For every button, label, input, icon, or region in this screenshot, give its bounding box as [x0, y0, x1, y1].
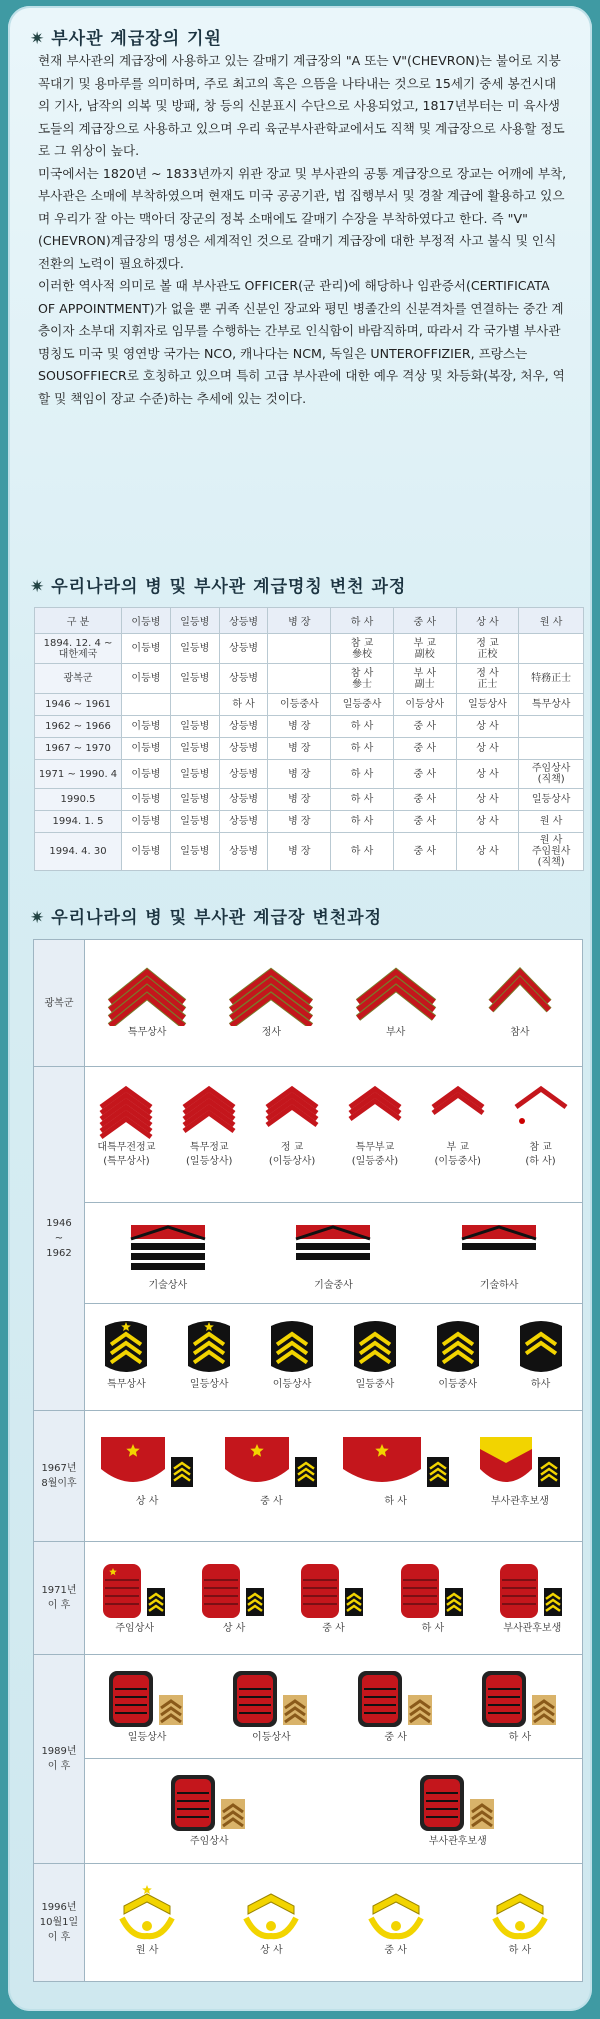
insignia-item — [85, 962, 209, 1040]
insignia-item — [416, 1081, 499, 1169]
table-cell: 1990.5 — [35, 789, 122, 811]
table-cell: 상등병 — [219, 811, 268, 833]
table-cell: 원 사 — [519, 811, 584, 833]
rank-insignia-icon — [485, 962, 555, 1026]
insignia-item — [85, 1558, 184, 1636]
row-label: 광복군 — [34, 940, 85, 1066]
table-cell: 일등병 — [170, 833, 219, 871]
row-1967 — [34, 1411, 582, 1542]
rank-insignia-icon — [414, 1771, 502, 1835]
table-cell: 일등병 — [170, 634, 219, 664]
rank-insignia-icon — [476, 1429, 564, 1495]
insignia-label: 참사 — [510, 1027, 530, 1038]
insignia-item — [334, 1667, 458, 1745]
table-cell: 참 교 參校 — [331, 634, 394, 664]
table-cell: 정 교 正校 — [456, 634, 519, 664]
section-title-insignia: ✷ 우리나라의 병 및 부사관 계급장 변천과정 — [30, 908, 383, 928]
table-cell: 일등병 — [170, 738, 219, 760]
rank-insignia-icon — [431, 1316, 485, 1378]
table-cell: 병 장 — [268, 811, 331, 833]
insignia-label: 부사관후보생 — [490, 1496, 549, 1507]
table-cell: 일등병 — [170, 664, 219, 694]
table-cell: 하 사 — [331, 811, 394, 833]
insignia-label: 일등중사 — [355, 1379, 395, 1390]
sparkle-icon: ✷ — [30, 29, 46, 49]
origin-text — [38, 50, 568, 410]
row-1971 — [34, 1542, 582, 1655]
table-row — [35, 664, 584, 694]
insignia-item — [251, 1081, 334, 1169]
rank-insignia-icon — [112, 1884, 182, 1944]
table-cell: 1994. 4. 30 — [35, 833, 122, 871]
insignia-label: 하 사 — [508, 1732, 532, 1743]
insignia-item — [168, 1081, 251, 1169]
insignia-label: 상 사 — [260, 1945, 283, 1956]
rank-insignia-icon — [344, 1081, 406, 1141]
table-cell: 정 사 正士 — [456, 664, 519, 694]
table-cell: 1967 ~ 1970 — [35, 738, 122, 760]
table-cell: 이등병 — [122, 738, 171, 760]
table-cell: 이등병 — [122, 789, 171, 811]
table-cell: 일등병 — [170, 789, 219, 811]
table-cell: 중 사 — [393, 789, 456, 811]
rank-insignia-icon — [361, 1884, 431, 1944]
insignia-label: 대특무전정교 (특무상사) — [97, 1142, 156, 1167]
table-cell: 이등병 — [122, 833, 171, 871]
table-cell: 일등상사 — [519, 789, 584, 811]
table-cell: 병 장 — [268, 760, 331, 789]
table-cell: 병 장 — [268, 833, 331, 871]
insignia-label: 주임상사 — [115, 1623, 155, 1634]
rank-insignia-icon — [97, 1429, 197, 1495]
table-cell: 特務正士 — [519, 664, 584, 694]
insignia-label: 참 교 (하 사) — [525, 1142, 556, 1167]
row-1996 — [34, 1864, 582, 1981]
table-cell: 상 사 — [456, 760, 519, 789]
insignia-item — [458, 1667, 582, 1745]
table-cell: 상 사 — [456, 789, 519, 811]
table-cell: 상등병 — [219, 664, 268, 694]
rank-insignia-icon — [288, 1219, 378, 1279]
insignia-label: 기술하사 — [479, 1280, 519, 1291]
table-header-cell: 상 사 — [456, 608, 519, 634]
insignia-item — [85, 1081, 168, 1169]
rank-insignia-icon — [95, 1081, 157, 1141]
section-title-rank-names: ✷ 우리나라의 병 및 부사관 계급명칭 변천 과정 — [30, 577, 407, 597]
table-cell: 병 장 — [268, 738, 331, 760]
insignia-item — [209, 962, 333, 1040]
table-cell — [170, 694, 219, 716]
sparkle-icon: ✷ — [30, 908, 46, 928]
table-cell: 1962 ~ 1966 — [35, 716, 122, 738]
table-cell: 이등병 — [122, 811, 171, 833]
table-cell — [268, 664, 331, 694]
insignia-label: 중 사 — [260, 1496, 283, 1507]
rank-insignia-icon — [397, 1558, 469, 1622]
table-cell: 이등병 — [122, 716, 171, 738]
row-1946 — [34, 1067, 582, 1411]
table-cell: 상등병 — [219, 716, 268, 738]
table-cell — [519, 738, 584, 760]
table-cell: 일등상사 — [456, 694, 519, 716]
row-label: 1971년 이 후 — [34, 1542, 85, 1654]
table-cell: 광복군 — [35, 664, 122, 694]
rank-insignia-icon — [454, 1219, 544, 1279]
insignia-label: 정 교 (이등상사) — [268, 1142, 316, 1167]
table-cell: 병 장 — [268, 716, 331, 738]
insignia-label: 일등상사 — [189, 1379, 229, 1390]
insignia-item — [499, 1081, 582, 1169]
insignia-label: 이등상사 — [252, 1732, 291, 1743]
row-label: 1946 ~ 1962 — [34, 1067, 85, 1410]
insignia-label: 특무상사 — [107, 1379, 146, 1390]
table-cell: 중 사 — [393, 811, 456, 833]
table-cell: 1894. 12. 4 ~ 대한제국 — [35, 634, 122, 664]
rank-insignia-icon — [352, 1667, 440, 1731]
insignia-group — [85, 1542, 582, 1654]
insignia-item — [416, 1219, 582, 1293]
table-cell — [519, 634, 584, 664]
rank-insignia-icon — [348, 1316, 402, 1378]
insignia-label: 하 사 — [421, 1623, 445, 1634]
table-row — [35, 716, 584, 738]
insignia-label: 이등중사 — [438, 1379, 478, 1390]
rank-insignia-icon — [261, 1081, 323, 1141]
insignia-item — [416, 1316, 499, 1392]
table-cell: 하 사 — [331, 760, 394, 789]
table-cell: 상 사 — [456, 738, 519, 760]
table-cell: 상등병 — [219, 833, 268, 871]
insignia-group — [85, 1203, 582, 1304]
rank-insignia-icon — [265, 1316, 319, 1378]
origin-paragraph: 미국에서는 1820년 ~ 1833년까지 위관 장교 및 부사관의 공통 계급장으로 장교는 어깨에 부착, 부사관은 소매에 부착하였으며 현재도 미국 공공기관, 법 집행부서 및 경찰 계급에 활용하고 있으며 우리가 잘 아는 맥아더 장군의 정복 소매에도 갈매기 수장을 부착하였다고 한다. 즉 "V"(CHEVRON)계급장의 명성은 세계적인 것으로 갈매기 계급장에 대한 부정적 사고 불식 및 인식전환의 노력이 필요하겠다. — [38, 165, 567, 271]
insignia-label: 정사 — [261, 1027, 282, 1038]
table-cell: 1994. 1. 5 — [35, 811, 122, 833]
insignia-label: 특무부교 (일등중사) — [351, 1142, 399, 1167]
insignia-label: 하 사 — [508, 1945, 532, 1956]
insignia-item — [383, 1558, 482, 1636]
rank-insignia-icon — [198, 1558, 270, 1622]
insignia-item — [209, 1667, 333, 1745]
insignia-item — [251, 1219, 417, 1293]
rank-insignia-icon — [221, 1429, 321, 1495]
rank-insignia-icon — [339, 1429, 453, 1495]
insignia-item — [483, 1558, 582, 1636]
insignia-item — [85, 1771, 334, 1849]
table-cell: 상 사 — [456, 811, 519, 833]
table-cell: 특무상사 — [519, 694, 584, 716]
table-cell: 병 장 — [268, 789, 331, 811]
table-cell: 중 사 — [393, 716, 456, 738]
insignia-label: 부 교 (이등중사) — [434, 1142, 481, 1167]
insignia-item — [334, 962, 458, 1040]
table-cell: 중 사 — [393, 833, 456, 871]
rank-insignia-icon — [496, 1558, 568, 1622]
table-cell: 이등병 — [122, 760, 171, 789]
rank-insignia-icon — [485, 1884, 555, 1944]
insignia-item — [251, 1316, 334, 1392]
rank-insignia-icon — [476, 1667, 564, 1731]
insignia-item — [209, 1884, 333, 1958]
rank-insignia-icon — [165, 1771, 253, 1835]
insignia-label: 특무정교 (일등상사) — [186, 1142, 233, 1167]
insignia-item — [168, 1316, 251, 1392]
table-cell — [268, 634, 331, 664]
rank-insignia-icon — [182, 1316, 236, 1378]
insignia-label: 특무상사 — [127, 1027, 167, 1038]
insignia-item — [85, 1667, 209, 1745]
table-header-cell: 중 사 — [393, 608, 456, 634]
insignia-group — [85, 1759, 582, 1863]
insignia-group — [85, 1411, 582, 1541]
table-cell — [122, 694, 171, 716]
insignia-item — [334, 1429, 458, 1509]
table-cell: 상등병 — [219, 634, 268, 664]
sparkle-icon: ✷ — [30, 577, 46, 597]
table-row — [35, 634, 584, 664]
table-header-cell: 하 사 — [331, 608, 394, 634]
table-row — [35, 789, 584, 811]
table-header-cell: 일등병 — [170, 608, 219, 634]
insignia-item — [334, 1884, 458, 1958]
insignia-group — [85, 1067, 582, 1203]
insignia-label: 상 사 — [222, 1623, 246, 1634]
origin-paragraph: 이러한 역사적 의미로 볼 때 부사관도 OFFICER(군 관리)에 해당하나 임관증서(CERTIFICATA OF APPOINTMENT)가 없을 뿐 귀족 신분인 장교와 평민 병졸간의 신분격차를 연결하는 중간 계층이자 소부대 지휘자로 임무를 수행하는 간부로 인식함이 바람직하며, 따라서 각 국가별 부사관 명칭도 미국 및 영연방 국가는 NCO, 캐나다는 NCM, 독일은 UNTEROFFIZIER, 프랑스는 SOUSOFFIECR로 호칭하고 있으며 특히 고급 부사관에 대한 예우 격상 및 차등화(복장, 처우, 역할 및 책임이 장교 수준)하는 추세에 있는 것이다. — [38, 278, 565, 406]
table-cell: 상등병 — [219, 760, 268, 789]
insignia-label: 이등상사 — [272, 1379, 312, 1390]
insignia-group — [85, 1304, 582, 1410]
table-header-cell: 이등병 — [122, 608, 171, 634]
insignia-label: 주임상사 — [189, 1836, 229, 1847]
row-1989 — [34, 1655, 582, 1864]
rank-insignia-icon — [99, 1316, 153, 1378]
table-cell: 주임상사 (직책) — [519, 760, 584, 789]
section-title-origin: ✷ 부사관 계급장의 기원 — [30, 29, 222, 49]
insignia-label: 일등상사 — [127, 1732, 167, 1743]
table-cell — [519, 716, 584, 738]
rank-name-table — [34, 607, 584, 871]
insignia-label: 원 사 — [135, 1945, 159, 1956]
table-row — [35, 738, 584, 760]
table-cell: 일등병 — [170, 811, 219, 833]
rank-insignia-icon — [103, 1667, 191, 1731]
table-cell: 참 사 參士 — [331, 664, 394, 694]
table-cell: 1946 ~ 1961 — [35, 694, 122, 716]
rank-insignia-icon — [297, 1558, 369, 1622]
table-row — [35, 760, 584, 789]
table-cell: 하 사 — [331, 716, 394, 738]
table-cell: 이등상사 — [393, 694, 456, 716]
table-cell: 이등병 — [122, 634, 171, 664]
insignia-label: 하 사 — [384, 1496, 407, 1507]
table-cell: 일등병 — [170, 760, 219, 789]
rank-insignia-icon — [514, 1316, 568, 1378]
insignia-label: 상 사 — [135, 1496, 159, 1507]
insignia-item — [499, 1316, 582, 1392]
insignia-item — [85, 1884, 209, 1958]
table-row — [35, 694, 584, 716]
insignia-label: 중 사 — [384, 1732, 407, 1743]
table-header-cell: 원 사 — [519, 608, 584, 634]
rank-insignia-icon — [510, 1081, 572, 1141]
table-cell: 상등병 — [219, 738, 268, 760]
table-cell: 중 사 — [393, 760, 456, 789]
row-gwangbok — [34, 940, 582, 1067]
insignia-label: 중 사 — [322, 1623, 345, 1634]
row-label: 1996년 10월1일 이 후 — [34, 1864, 85, 1981]
insignia-label: 중 사 — [384, 1945, 407, 1956]
rank-insignia-icon — [227, 1667, 315, 1731]
insignia-item — [334, 1081, 417, 1169]
table-cell: 상등병 — [219, 789, 268, 811]
rank-insignia-icon — [178, 1081, 240, 1141]
insignia-label: 부사 — [385, 1027, 406, 1038]
insignia-label: 부사관후보생 — [428, 1836, 487, 1847]
table-cell: 중 사 — [393, 738, 456, 760]
table-cell: 이등병 — [122, 664, 171, 694]
insignia-group — [85, 940, 582, 1066]
table-cell: 1971 ~ 1990. 4 — [35, 760, 122, 789]
insignia-group — [85, 1655, 582, 1759]
insignia-item — [85, 1219, 251, 1293]
table-cell: 하 사 — [331, 738, 394, 760]
insignia-item — [209, 1429, 333, 1509]
insignia-item — [284, 1558, 383, 1636]
insignia-item — [458, 962, 582, 1040]
rank-insignia-icon — [236, 1884, 306, 1944]
insignia-item — [334, 1316, 417, 1392]
rank-insignia-icon — [225, 962, 317, 1026]
origin-paragraph: 현재 부사관의 계급장에 사용하고 있는 갈매기 계급장의 "A 또는 V"(CHEVRON)는 불어로 지붕꼭대기 및 용마루를 의미하며, 주로 최고의 혹은 으뜸을 나타내는 것으로 15세기 중세 봉건시대의 기사, 남작의 의복 및 방패, 창 등의 신분표시 수단으로 사용되었고, 1817년부터는 미 육사생도들의 계급장으로 사용하고 있으며 우리 육군부사관학교에서도 직책 및 계급장으로 사용할 정도로 그 위상이 높다. — [38, 53, 565, 158]
table-cell: 부 사 副士 — [393, 664, 456, 694]
insignia-item — [458, 1884, 582, 1958]
table-row — [35, 811, 584, 833]
insignia-item — [85, 1429, 209, 1509]
insignia-group — [85, 1864, 582, 1981]
rank-insignia-icon — [123, 1219, 213, 1279]
row-label: 1989년 이 후 — [34, 1655, 85, 1863]
table-cell: 일등중사 — [331, 694, 394, 716]
table-cell: 하 사 — [219, 694, 268, 716]
rank-insignia-icon — [99, 1558, 171, 1622]
rank-insignia-icon — [352, 962, 440, 1026]
insignia-label: 기술상사 — [148, 1280, 188, 1291]
row-label: 1967년 8월이후 — [34, 1411, 85, 1541]
insignia-item — [458, 1429, 582, 1509]
table-header-cell: 상등병 — [219, 608, 268, 634]
table-cell: 부 교 副校 — [393, 634, 456, 664]
insignia-grid — [33, 939, 583, 1982]
insignia-item — [334, 1771, 583, 1849]
table-cell: 하 사 — [331, 789, 394, 811]
rank-insignia-icon — [427, 1081, 489, 1141]
rank-insignia-icon — [104, 962, 190, 1026]
table-cell: 상 사 — [456, 833, 519, 871]
table-header-cell: 구 분 — [35, 608, 122, 634]
table-cell: 이등중사 — [268, 694, 331, 716]
insignia-label: 기술중사 — [314, 1280, 353, 1291]
table-row — [35, 833, 584, 871]
insignia-item — [184, 1558, 283, 1636]
insignia-label: 하사 — [530, 1379, 551, 1390]
table-cell: 상 사 — [456, 716, 519, 738]
table-cell: 일등병 — [170, 716, 219, 738]
insignia-label: 부사관후보생 — [503, 1623, 562, 1634]
table-cell: 하 사 — [331, 833, 394, 871]
table-cell: 원 사 주임원사 (직책) — [519, 833, 584, 871]
insignia-item — [85, 1316, 168, 1392]
table-header-cell: 병 장 — [268, 608, 331, 634]
